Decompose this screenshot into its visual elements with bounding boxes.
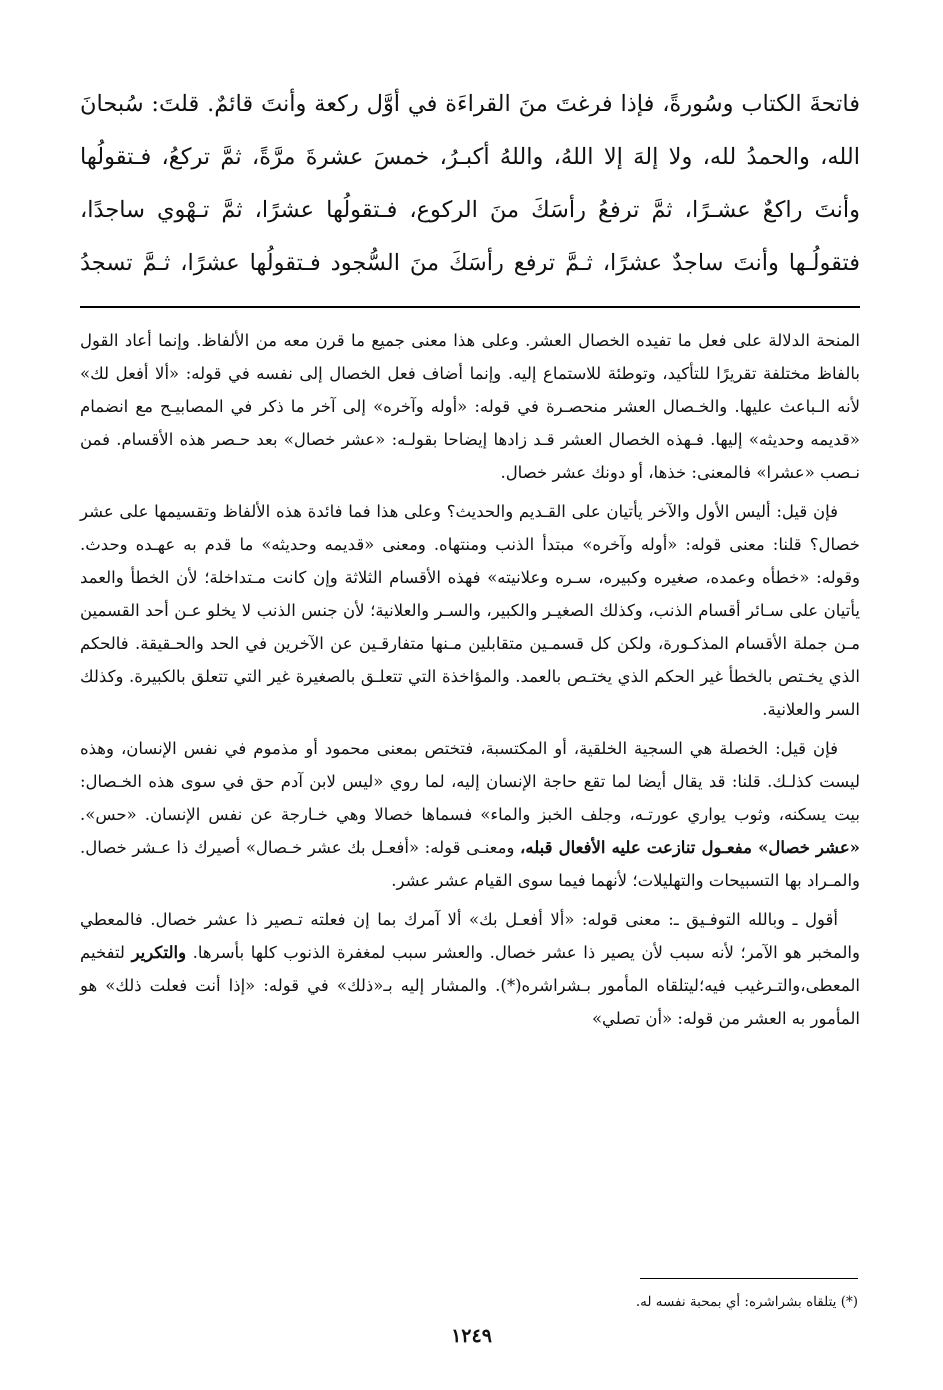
- commentary-text: ومعنـى قوله: «أفعـل بك عشر خـصال» أصيرك ذا عـشر خصال. والمـراد بها التسبيحات والتهليلات؛ لأنهما فيما سوى القيام عشر عشر.: [80, 838, 860, 890]
- hadith-text: [80, 78, 860, 290]
- commentary-paragraph: [80, 903, 860, 1035]
- commentary-paragraph: [80, 324, 860, 489]
- commentary-paragraph: [80, 495, 860, 726]
- footnote-divider: [640, 1278, 858, 1279]
- main-text-divider: [80, 306, 860, 308]
- page-number: ١٢٤٩: [451, 1325, 492, 1347]
- commentary-bold-text: والتكرير: [131, 943, 187, 962]
- footnote: (*) يتلقاه بشراشره: أي بمحبة نفسه له.: [635, 1294, 858, 1310]
- commentary-text: لتفخيم المعطى،والتـرغيب فيه؛ليتلقاه المأمور بـشراشره(*). والمشار إليه بـ«ذلك» في قوله: «إذا أنت فعلت ذلك» هو المأمور به العشر من قوله: «أن تصلي»: [80, 943, 860, 1028]
- hadith-line: فاتحةَ الكتاب وسُورةً، فإذا فرغتَ منَ القراءَة في أوَّل ركعة وأنتَ قائمٌ. قلتَ: سُبحانَ: [80, 91, 860, 117]
- commentary-paragraph: [80, 732, 860, 897]
- hadith-line: فتقولُـها وأنتَ ساجدٌ عشرًا، ثـمَّ ترفع رأسَكَ منَ السُّجود فـتقولُها عشرًا، ثـمَّ تسجدُ: [80, 250, 860, 276]
- hadith-line: الله، والحمدُ لله، ولا إلهَ إلا اللهُ، واللهُ أكبـرُ، خمسَ عشرةَ مرَّةً، ثمَّ تركعُ، فـتقولُها: [80, 144, 860, 170]
- commentary-text: المنحة الدلالة على فعل ما تفيده الخصال العشر. وعلى هذا معنى جميع ما قرن معه من الألفاظ. وإنما أعاد القول بالفاظ مختلفة تقريرًا للتأكيد، وتوطئة للاستماع إليه. وإنما أضاف فعل الخصال إلى نفسه في قوله: «ألا أفعل لك» لأنه الـباعث عليها. والخـصال العشر منحصـرة في قوله: «أوله وآخره» إلى آخر ما ذكر في المصابيـح مع انضمام «قديمه وحديثه» إليها. فـهذه الخصال العشر قـد زادها إيضاحا بقولـه: «عشر خصال» بعد حـصر هذه الأقسام. فمن نـصب «عشرا» فالمعنى: خذها، أو دونك عشر خصال.: [80, 331, 860, 482]
- commentary-text: أقول ـ وبالله التوفـيق ـ: معنى قوله: «ألا أفعـل بك» ألا آمرك بما إن فعلته تـصير ذا عشر خصال. فالمعطي والمخبر هو الآمر؛ لأنه سبب لأن يصير ذا عشر خصال. والعشر سبب لمغفرة الذنوب كلها بأسرها.: [80, 910, 860, 962]
- hadith-line: وأنتَ راكعٌ عشـرًا، ثمَّ ترفعُ رأسَكَ منَ الركوع، فـتقولُها عشرًا، ثمَّ تـهْوي ساجدًا،: [80, 197, 860, 223]
- page-content: [80, 78, 860, 1041]
- commentary-bold-text: «عشر خصال» مفعـول تنازعت عليه الأفعال قبله،: [520, 838, 860, 857]
- commentary-text: فإن قيل: أليس الأول والآخر يأتيان على القـديم والحديث؟ وعلى هذا فما فائدة هذه الألفاظ وتقسيمها على عشر خصال؟ قلنا: معنى قوله: «أوله وآخره» مبتدأ الذنب ومنتهاه. ومعنى «قديمه وحديثه» ما قدم به عهـده وحدث. وقوله: «خطأه وعمده، صغيره وكبيره، سـره وعلانيته» فهذه الأقسام الثلاثة وإن كانت مـتداخلة؛ لأن الخطأ والعمد يأتيان على سـائر أقسام الذنب، وكذلك الصغيـر والكبير، والسـر والعلانية؛ لأن جنس الذنب لا يخلو عـن أحد القسمين مـن جملة الأقسام المذكـورة، ولكن كل قسمـين متقابلين مـنها متفارقـين عن الآخرين في الحد والحـقيقة. فالحكم الذي يخـتص بالخطأ غير الحكم الذي يختـص بالعمد. والمؤاخذة التي تتعلـق بالصغيرة غير التي تتعلق بالكبيرة. وكذلك السر والعلانية.: [80, 502, 860, 719]
- commentary: [80, 324, 860, 1035]
- commentary-text: فإن قيل: الخصلة هي السجية الخلقية، أو المكتسبة، فتختص بمعنى محمود أو مذموم في نفس الإنسان، وهذه ليست كذلـك. قلنا: قد يقال أيضا لما تقع حاجة الإنسان إليه، لما روي «ليس لابن آدم حق في سوى هذه الخـصال: بيت يسكنه، وثوب يواري عورتـه، وجلف الخبز والماء» فسماها خصالا وهي خـارجة عن نفس الإنسان. «حس».: [80, 739, 860, 824]
